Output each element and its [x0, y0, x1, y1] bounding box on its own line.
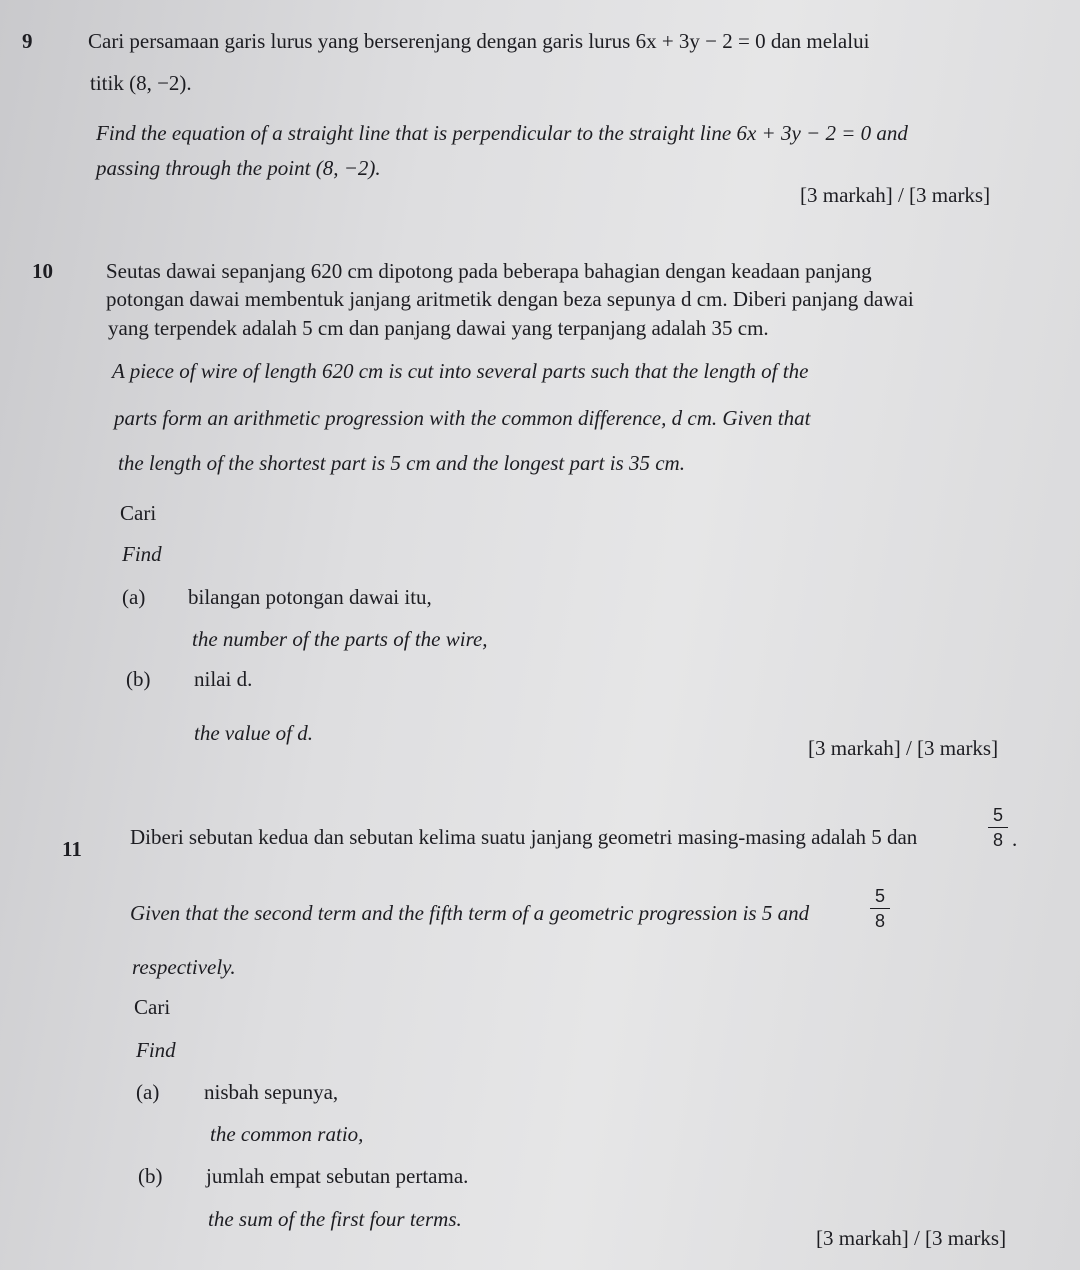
fraction-numerator: 5 [870, 886, 890, 909]
fraction-numerator: 5 [988, 805, 1008, 828]
question-11-cari: Cari [134, 995, 171, 1019]
fraction-denominator: 8 [992, 830, 1003, 850]
question-10-part-b-label: (b) [126, 667, 151, 691]
question-9-english-line-1: Find the equation of a straight line that is perpendicular to the straight line 6x + 3y − 2 = 0 and [96, 121, 908, 145]
question-9-marks: [3 markah] / [3 marks] [800, 183, 991, 207]
question-11-english-line-1: Given that the second term and the fifth term of a geometric progression is 5 and [130, 901, 810, 925]
question-10-part-a-malay: bilangan potongan dawai itu, [188, 585, 432, 609]
question-11-part-b-label: (b) [138, 1164, 163, 1188]
fraction-denominator: 8 [874, 911, 885, 931]
question-10-part-b-malay: nilai d. [194, 667, 253, 691]
question-10-number: 10 [32, 259, 53, 283]
question-11-malay-line-1: Diberi sebutan kedua dan sebutan kelima suatu janjang geometri masing-masing adalah 5 dan [130, 825, 918, 849]
question-10-part-a-label: (a) [122, 585, 146, 609]
question-10-english-line-2: parts form an arithmetic progression with the common difference, d cm. Given that [114, 406, 811, 430]
question-10-malay-line-1: Seutas dawai sepanjang 620 cm dipotong pada beberapa bahagian dengan keadaan panjang [106, 259, 872, 283]
question-11-part-a-english: the common ratio, [210, 1122, 364, 1146]
question-10-cari: Cari [120, 501, 157, 525]
question-9-malay-line-1: Cari persamaan garis lurus yang berserenjang dengan garis lurus 6x + 3y − 2 = 0 dan melalui [88, 29, 870, 53]
question-9-english-line-2: passing through the point (8, −2). [96, 156, 381, 180]
question-10-marks: [3 markah] / [3 marks] [808, 736, 999, 760]
question-10-part-b-english: the value of d. [194, 721, 313, 745]
question-11-part-b-english: the sum of the first four terms. [208, 1207, 462, 1231]
question-11-part-a-malay: nisbah sepunya, [204, 1080, 339, 1104]
question-11-english-fraction [870, 886, 890, 931]
question-10-english-line-1: A piece of wire of length 620 cm is cut into several parts such that the length of the [112, 359, 809, 383]
question-10-part-a-english: the number of the parts of the wire, [192, 627, 488, 651]
question-11-malay-period: . [1012, 827, 1018, 851]
question-9-number: 9 [22, 29, 33, 53]
question-9-malay-line-2: titik (8, −2). [90, 71, 192, 95]
question-10-english-line-3: the length of the shortest part is 5 cm and the longest part is 35 cm. [118, 451, 685, 475]
question-11-part-a-label: (a) [136, 1080, 160, 1104]
question-11-part-b-malay: jumlah empat sebutan pertama. [206, 1164, 469, 1188]
question-11-marks: [3 markah] / [3 marks] [816, 1226, 1007, 1250]
question-11-number: 11 [62, 837, 82, 861]
question-11-find: Find [136, 1038, 176, 1062]
question-10-malay-line-2: potongan dawai membentuk janjang aritmetik dengan beza sepunya d cm. Diberi panjang dawai [106, 287, 914, 311]
question-10-malay-line-3: yang terpendek adalah 5 cm dan panjang dawai yang terpanjang adalah 35 cm. [108, 316, 769, 340]
question-10-find: Find [122, 542, 162, 566]
question-11-english-line-2: respectively. [132, 955, 236, 979]
question-11-fraction-five-eighths [988, 805, 1008, 850]
